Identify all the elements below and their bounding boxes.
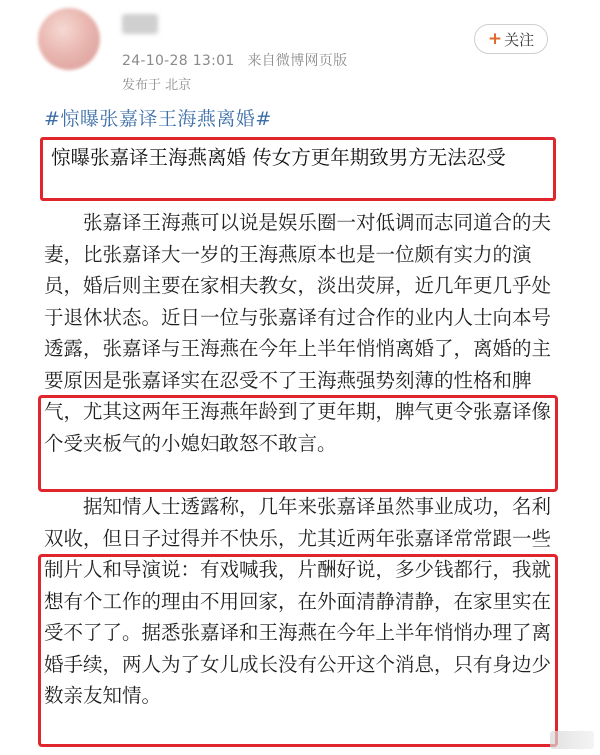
username-blurred[interactable] [122, 14, 158, 34]
post-location: 发布于 北京 [122, 78, 192, 93]
watermark-logo [550, 731, 594, 749]
paragraph-1: 张嘉译王海燕可以说是娱乐圈一对低调而志同道合的夫妻，比张嘉译大一岁的王海燕原本也是一位颇有实力的演员，婚后则主要在家相夫教女，淡出荧屏，近几年更几乎处于退休状态。近日一位与张嘉译有过合作的业内人士向本号透露，张嘉译与王海燕在今年上半年悄悄离婚了，离婚的主要原因是张嘉译实在忍受不了王海燕强势刻薄的性格和脾气，尤其这两年王海燕年龄到了更年期，脾气更令张嘉译像个受夹板气的小媳妇敢怒不敢言。 [44, 211, 552, 455]
follow-label: 关注 [504, 30, 535, 49]
paragraph-2: 据知情人士透露称，几年来张嘉译虽然事业成功，名利双收，但日子过得并不快乐，尤其近两年张嘉译常常跟一些制片人和导演说：有戏喊我，片酬好说，多少钱都行，我就想有个工作的理由不用回家，在外面清静清静，在家里实在受不了了。据悉张嘉译和王海燕在今年上半年悄悄办理了离婚手续，两人为了女儿成长没有公开这个消息，只有身边少数亲友知情。 [44, 495, 552, 707]
post-date: 24-10-28 13:01 [122, 53, 235, 69]
post-source: 来自微博网页版 [247, 53, 348, 69]
post-meta [122, 50, 355, 70]
plus-icon: + [487, 29, 503, 49]
follow-button[interactable] [474, 24, 548, 54]
hashtag-link[interactable]: #惊曝张嘉译王海燕离婚# [44, 108, 272, 130]
user-avatar[interactable] [38, 8, 100, 70]
headline-highlighted: 惊曝张嘉译王海燕离婚 传女方更年期致男方无法忍受 [40, 137, 556, 201]
